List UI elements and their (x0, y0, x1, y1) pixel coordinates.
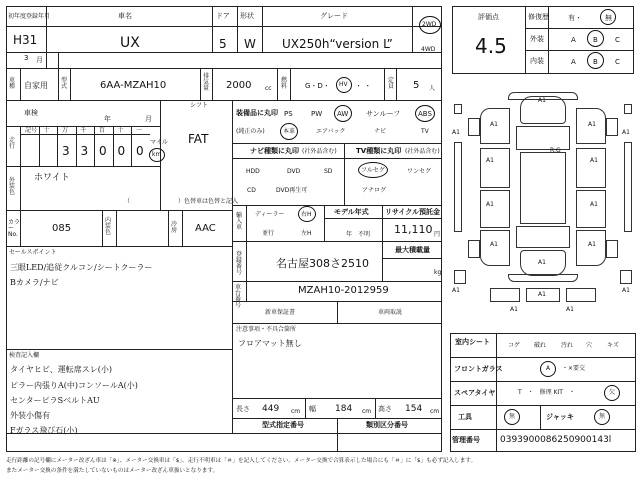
tv-header-sub: (社外品含む) (405, 148, 440, 155)
handle-right: 右H (301, 211, 312, 218)
damage-label: A1 (622, 129, 630, 136)
displacement-unit: cc (265, 85, 272, 92)
tools-value: 無 (509, 413, 516, 420)
diagram-roof (520, 152, 566, 224)
nav-sd: SD (324, 168, 333, 175)
capacity-unit: 人 (429, 85, 436, 92)
equipment-label-sub: (純正のみ) (236, 128, 265, 135)
management-label: 管理番号 (452, 436, 480, 444)
seat-burn: コゲ (508, 342, 521, 349)
spare-tire-options: T ・ 修理 KIT ・ (518, 389, 575, 396)
mileage-digit: 0 (99, 144, 107, 158)
equip-sunroof: サンルーフ (366, 110, 401, 118)
mileage-digit: 3 (80, 144, 89, 158)
tv-fullseg: フルセグ (361, 167, 385, 174)
diagram-left-rear-door (480, 190, 510, 228)
damage-label: A1 (622, 287, 630, 294)
fuel-label: 燃料 (281, 77, 288, 90)
jack-label: ジャッキ (546, 413, 574, 421)
tv-header: TV種類に丸印 (356, 147, 402, 155)
fuel-options: G・D・ (305, 82, 330, 90)
displacement-label: 排気量 (203, 73, 210, 92)
shift-label: シフト (190, 102, 209, 109)
aircon-value: AAC (195, 223, 216, 234)
mileage-digit-header: 千 (80, 127, 87, 134)
import-dealer: ディーラー (255, 211, 285, 218)
recycle-unit: 円 (434, 231, 441, 238)
mileage-unit: km (152, 151, 162, 158)
inspector-line-2: ピラー内張りA(中)コンソールA(小) (10, 381, 138, 390)
usage-label: 車種 (9, 77, 16, 90)
color-label: 外装色 (9, 177, 16, 196)
drive-2wd: 2WD (422, 21, 437, 28)
damage-label: A1 (486, 201, 494, 208)
nav-header-sub: (社外品含む) (302, 148, 337, 155)
inspector-line-5: Fガラス飛び石(小) (10, 426, 78, 435)
equip-aw: AW (337, 110, 349, 118)
grade-value: UX250h“version L” (282, 37, 393, 51)
damage-label: A1 (452, 287, 460, 294)
reg-no-value: 名古屋308さ2510 (276, 257, 369, 270)
equip-abs: ABS (418, 110, 432, 118)
seat-hole: 穴 (586, 342, 593, 349)
equipment-label: 装備品に丸印 (236, 109, 278, 117)
height-value: 154 (405, 404, 423, 414)
color-change-note: （ ）色替車は色替と記入 (124, 198, 239, 205)
width-value: 184 (335, 404, 353, 414)
diagram-wheel-lr (468, 240, 480, 258)
usage-value: 自家用 (24, 81, 48, 90)
spare-tire-label: スペアタイヤ (454, 389, 496, 397)
score-value: 4.5 (475, 34, 507, 58)
damage-label: A1 (538, 259, 546, 266)
damage-label: A1 (538, 97, 546, 104)
import-parallel: 並行 (262, 230, 275, 237)
car-name-label: 車名 (118, 12, 132, 20)
new-warranty: 新車保証書 (265, 309, 296, 316)
damage-label: A1 (590, 201, 598, 208)
seat-scratch: キズ (607, 342, 619, 349)
interior-seat-label: 室内シート (455, 338, 490, 346)
grade-label: グレード (320, 12, 348, 20)
diagram-right-sill (624, 142, 632, 232)
width-label: 幅 (309, 405, 316, 413)
color-value: ホワイト (34, 173, 70, 183)
door-value: 5 (219, 37, 227, 51)
exterior-opt-c: C (615, 36, 620, 44)
category-label: 類別区分番号 (366, 421, 408, 429)
first-reg-label: 初年度登録年月 (8, 13, 51, 20)
equip-pw: PW (311, 110, 323, 118)
score-label: 評価点 (478, 13, 499, 21)
mileage-unit-top: マイル (150, 139, 168, 146)
management-value: 0393900086250900143l (500, 435, 612, 445)
damage-label: A1 (490, 241, 498, 248)
shaken-label: 車検 (24, 109, 38, 117)
width-unit: cm (362, 408, 372, 415)
damage-label: A1 (538, 291, 546, 298)
tv-analog: アナログ (362, 187, 387, 194)
inspector-label: 検査記入欄 (9, 352, 40, 359)
diagram-rear-lower-left (490, 288, 520, 302)
diagram-wheel-rf (606, 118, 618, 136)
interior-label: 内装 (530, 57, 544, 65)
tools-label: 工具 (458, 413, 472, 421)
diagram-rear-glass (516, 226, 570, 248)
damage-diagram (450, 92, 636, 324)
shaken-month-unit: 月 (145, 115, 152, 123)
color-no-label: カラーNo. (8, 219, 21, 238)
mileage-digit-header: 十 (43, 127, 50, 134)
diagram-left-rear-fender (480, 230, 510, 266)
chassis-label: 車台番号 (235, 284, 242, 309)
interior-opt-b: B (593, 58, 598, 66)
front-glass-options: ・×要交 (562, 365, 586, 372)
interior-opt-c: C (615, 58, 620, 66)
damage-label: A1 (590, 157, 598, 164)
mileage-digit: 0 (136, 144, 144, 158)
capacity-value: 5 (413, 80, 420, 91)
seat-stain: 汚れ (561, 342, 574, 349)
diagram-roof-label: R:G (550, 147, 561, 154)
diagram-corner-right (620, 270, 632, 284)
sales-point-line-2: Bカメラ/ナビ (10, 278, 59, 287)
shape-label: 形状 (240, 12, 254, 20)
shaken-year-unit: 年 (104, 115, 111, 123)
fuel-selected: HV (339, 81, 348, 88)
max-load-label: 最大積載量 (395, 246, 430, 254)
diagram-right-front-door (576, 148, 606, 188)
manual: 車両取説 (378, 309, 403, 316)
damage-label: A1 (490, 121, 498, 128)
inspector-line-1: タイヤヒビ、運転席スレ(小) (10, 365, 113, 374)
diagram-windshield (516, 126, 570, 150)
recycle-label: リサイクル預託金 (385, 208, 441, 216)
max-load-unit: kg (434, 269, 442, 276)
diagram-corner-left (454, 270, 466, 284)
diagram-right-rear-fender (576, 230, 606, 266)
diagram-right-mirror (624, 104, 632, 114)
handle-left: 左H (301, 230, 312, 237)
door-label: ドア (216, 12, 230, 20)
diagram-wheel-lf (468, 118, 480, 136)
import-label: 輸入車 (236, 212, 243, 231)
damage-label: A1 (510, 306, 518, 313)
drive-4wd: 4WD (421, 46, 436, 53)
height-label: 高さ (378, 405, 392, 413)
shift-value: FAT (188, 132, 209, 146)
equip-leather: 本革 (283, 128, 296, 135)
exterior-opt-b: B (593, 36, 598, 44)
recycle-value: 11,110 (394, 223, 433, 236)
shape-value: W (244, 37, 256, 51)
height-unit: cm (430, 408, 440, 415)
nav-cd: CD (247, 187, 256, 194)
interior-color-label: 内装色 (105, 217, 112, 236)
nav-header: ナビ種類に丸印 (250, 147, 299, 155)
length-unit: cm (291, 408, 301, 415)
length-label: 長さ (236, 405, 250, 413)
front-glass-selected: A (546, 365, 551, 372)
nav-dvd-play: DVD再生可 (276, 187, 308, 194)
inspector-line-3: センターピラSベルトAU (10, 396, 100, 405)
equip-tv: TV (421, 128, 429, 135)
exterior-label: 外装 (530, 35, 544, 43)
seat-tear: 破れ (534, 342, 547, 349)
model-value: 6AA-MZAH10 (100, 80, 167, 91)
first-reg-month-unit: 月 (36, 56, 43, 64)
tv-oneseg: ワンセグ (407, 168, 432, 175)
equip-airbag: エアバック (316, 128, 346, 135)
mileage-digit-header: 百 (99, 127, 106, 134)
equip-navi: ナビ (374, 128, 387, 135)
exterior-opt-a: A (571, 36, 576, 44)
model-year-unknown: 年 不明 (346, 231, 371, 238)
nav-dvd: DVD (287, 168, 301, 175)
equip-ps: PS (284, 110, 293, 118)
interior-opt-a: A (571, 58, 576, 66)
footer-note-1: 走行距離の記号欄にメーター改ざん車は「※」、メーター交換車は「$」、走行不明車は「＃」を記入してください。メーター交換で合算表示した場合にも「＃」に「$」も必ず記入します。 (6, 458, 477, 464)
first-reg-month: 3 (24, 54, 29, 62)
nav-hdd: HDD (246, 168, 260, 175)
fuel-rest: ・ ・ (355, 82, 372, 90)
mileage-digit-header: 十 (117, 127, 124, 134)
mileage-digit-header: 一 (136, 127, 143, 134)
repair-opt-yes: 有・ (568, 14, 582, 22)
capacity-label: 定員 (388, 77, 395, 90)
diagram-wheel-rr (606, 240, 618, 258)
repair-label: 修復歴 (528, 13, 549, 21)
aircon-label: 冷房 (171, 221, 178, 234)
reg-no-label: 登録番号 (236, 251, 243, 276)
color-no-value: 085 (52, 223, 72, 234)
mileage-digit: 0 (117, 144, 126, 158)
spare-tire-selected: 欠 (609, 389, 616, 396)
repair-opt-no: 無 (605, 14, 612, 22)
notes-label: 注意事項・不具合箇所 (236, 326, 297, 333)
diagram-left-sill (454, 142, 462, 232)
front-glass-label: フロントガラス (454, 365, 503, 373)
damage-label: A1 (486, 157, 494, 164)
footer-note-2: またメーター交換の条件を満たしていないものはメーター改ざん車扱いとなります。 (6, 468, 219, 474)
model-year-label: モデル年式 (334, 208, 369, 216)
damage-label: A1 (588, 121, 596, 128)
mileage-digit-header: 万 (62, 127, 69, 134)
jack-value: 無 (599, 413, 606, 420)
notes-text: フロアマット無し (238, 339, 302, 348)
mileage-digit: 3 (62, 144, 70, 158)
type-designation-label: 型式指定番号 (262, 421, 304, 429)
diagram-rear-bumper (508, 274, 578, 282)
diagram-right-rear-door (576, 190, 606, 228)
length-value: 449 (262, 404, 280, 414)
chassis-value: MZAH10-2012959 (298, 285, 389, 296)
damage-label: A1 (566, 306, 574, 313)
model-label: 型式 (61, 77, 68, 90)
diagram-left-front-door (480, 148, 510, 188)
sales-points-label: セールスポイント (9, 249, 57, 256)
diagram-left-mirror (454, 104, 462, 114)
first-reg-year: H31 (13, 33, 38, 47)
mileage-label: 走行 (9, 137, 16, 150)
car-name-value: UX (120, 35, 140, 51)
diagram-rear-lower-right (566, 288, 596, 302)
inspector-line-4: 外装小傷有 (10, 411, 50, 420)
damage-label: A1 (588, 241, 596, 248)
sales-point-line-1: 三眼LED/追従クルコン/シートクーラー (10, 263, 153, 272)
mileage-digit-header: 記号 (25, 127, 38, 134)
displacement-value: 2000 (226, 80, 252, 91)
damage-label: A1 (452, 129, 460, 136)
